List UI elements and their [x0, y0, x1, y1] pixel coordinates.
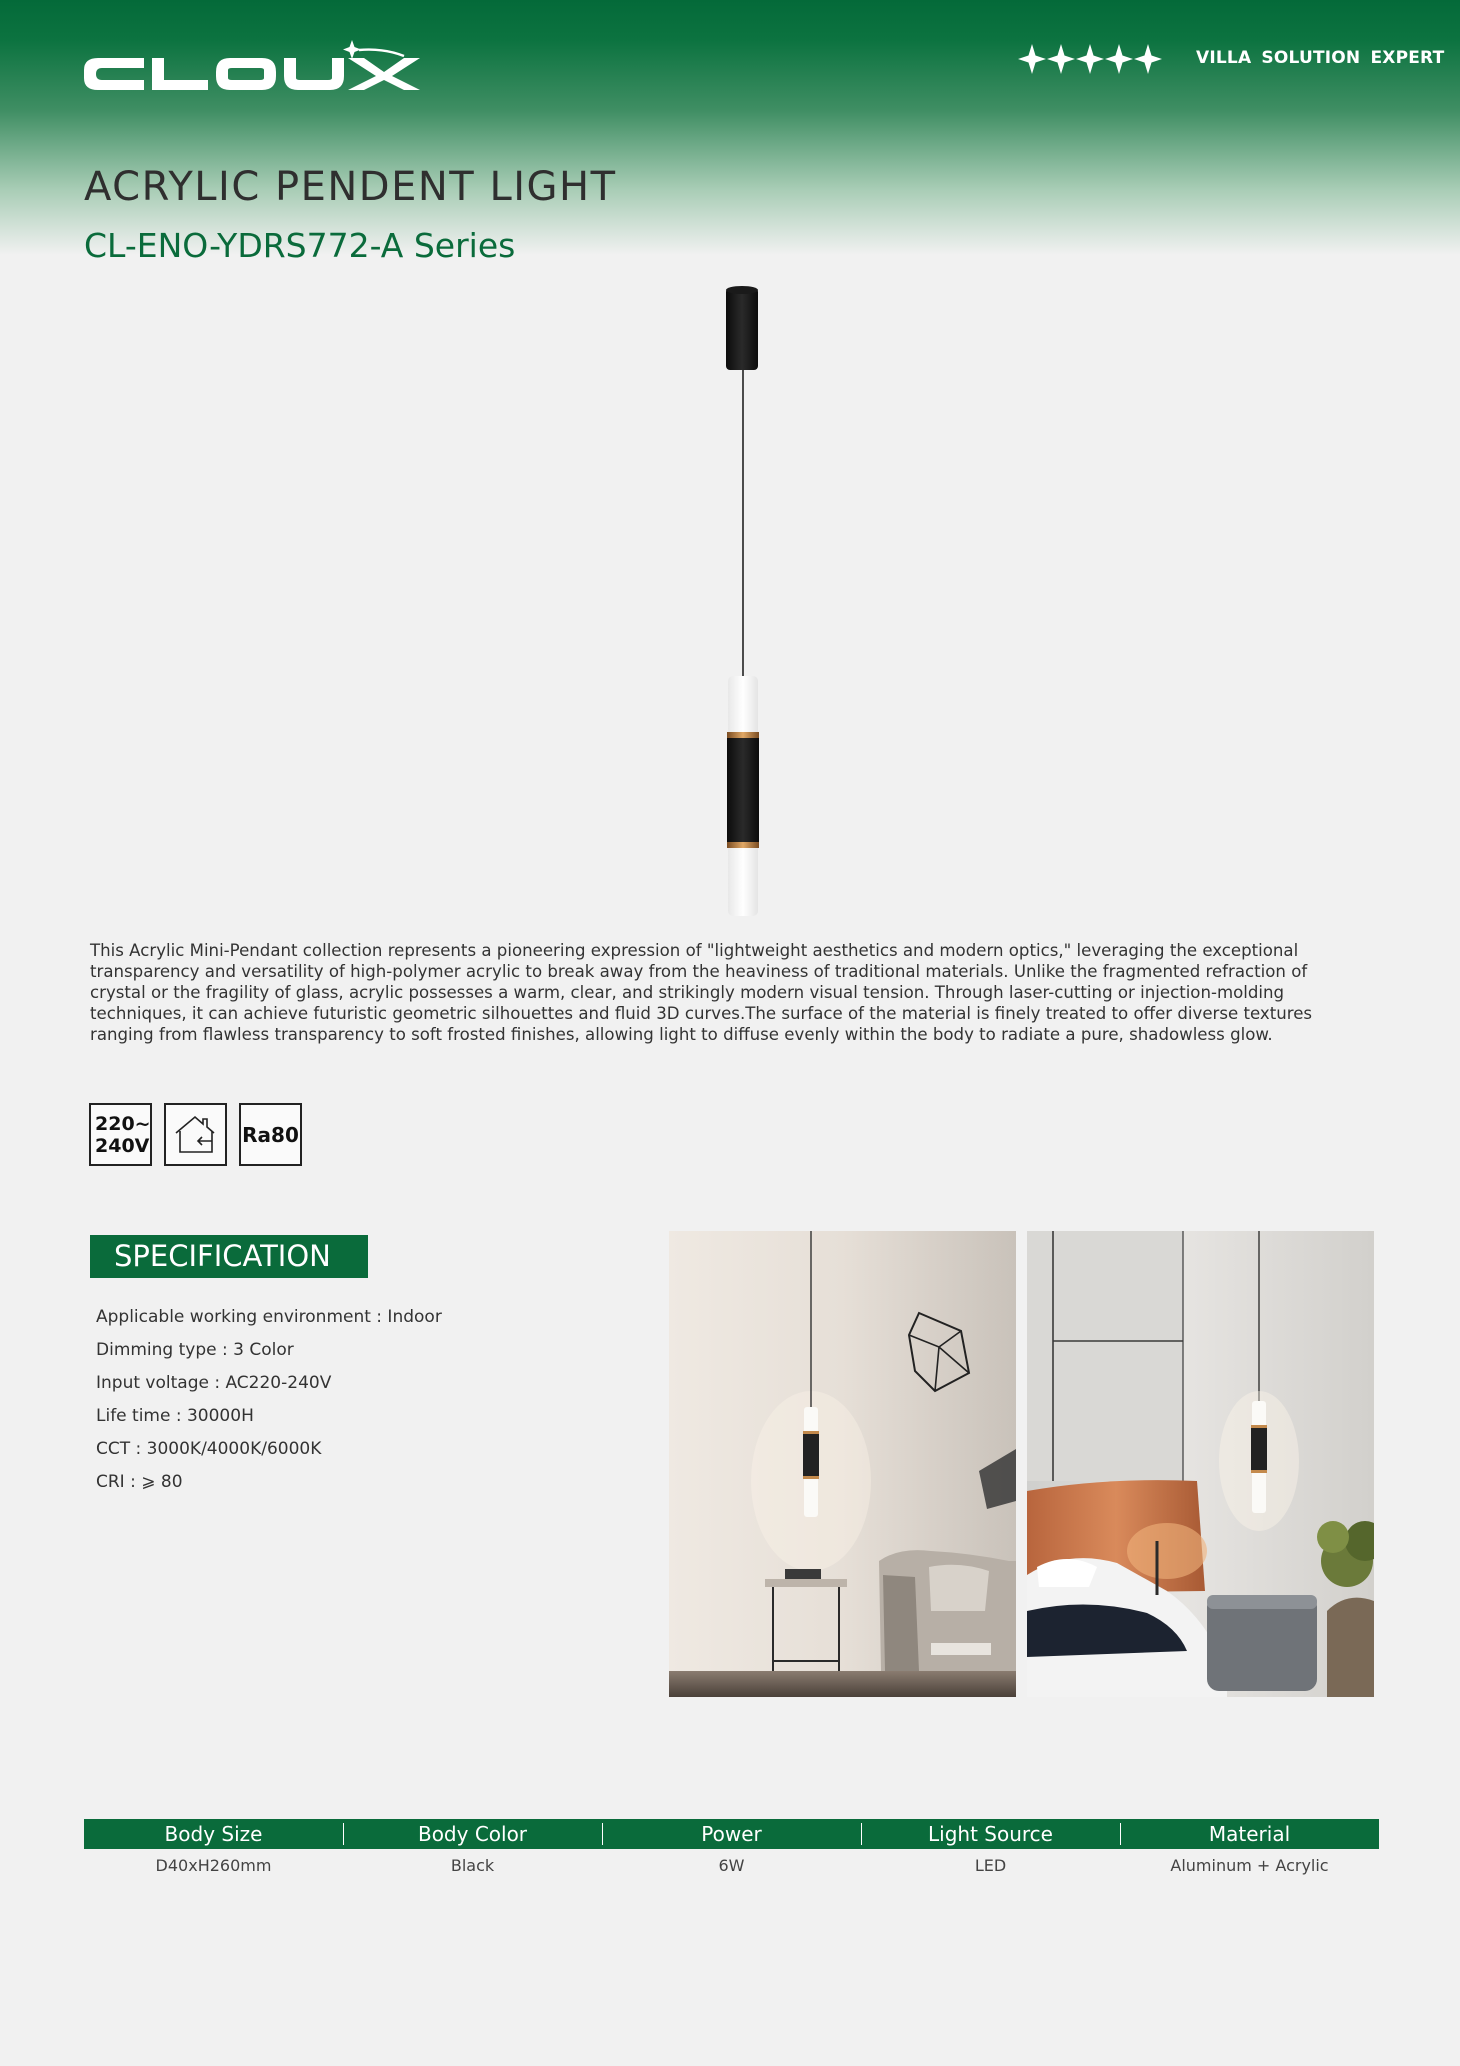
table-row	[84, 1849, 1379, 1883]
cloux-logo	[84, 40, 436, 102]
bedroom-photo	[1027, 1231, 1374, 1697]
product-series: CL-ENO-YDRS772-A Series	[84, 226, 516, 265]
specification-list	[96, 1301, 442, 1499]
tagline: VILLA SOLUTION EXPERT	[1196, 48, 1445, 68]
indoor-house-icon	[164, 1103, 227, 1166]
header-body-color: Body Color	[343, 1819, 602, 1849]
spec-item-voltage: Input voltage : AC220-240V	[96, 1373, 332, 1393]
spec-item-environment: Applicable working environment : Indoor	[96, 1307, 442, 1327]
value-body-size: D40xH260mm	[155, 1856, 272, 1875]
spec-item-cri: CRI : ⩾ 80	[96, 1472, 183, 1492]
cri-badge	[239, 1103, 302, 1166]
value-power: 6W	[718, 1856, 745, 1875]
spec-item-lifetime: Life time : 30000H	[96, 1406, 254, 1426]
spec-table-header	[84, 1819, 1379, 1849]
living-room-photo	[669, 1231, 1016, 1697]
header-material: Material	[1120, 1819, 1379, 1849]
voltage-badge-label: 220~ 240V	[95, 1113, 151, 1157]
voltage-badge	[89, 1103, 152, 1166]
value-body-color: Black	[450, 1856, 495, 1875]
header-body-size: Body Size	[164, 1822, 263, 1846]
spec-table	[84, 1819, 1379, 1883]
header-light-source: Light Source	[861, 1819, 1120, 1849]
value-material: Aluminum + Acrylic	[1170, 1856, 1329, 1875]
product-title: ACRYLIC PENDENT LIGHT	[84, 164, 617, 210]
cri-badge-label: Ra80	[242, 1123, 299, 1147]
value-light-source: LED	[974, 1856, 1007, 1875]
spec-item-dimming: Dimming type : 3 Color	[96, 1340, 294, 1360]
pendant-light-image	[716, 284, 772, 924]
product-description: This Acrylic Mini-Pendant collection represents a pioneering expression of "lightweight aesthetics and modern optics," leveraging the exceptional transparency and versatility of high-polymer acrylic to break away from the heaviness of traditional materials. Unlike the fragmented refraction of crystal or the fragility of glass, acrylic possesses a warm, clear, and strikingly modern visual tension. Through laser-cutting or injection-molding techniques, it can achieve futuristic geometric silhouettes and fluid 3D curves.The surface of the material is finely treated to offer diverse textures ranging from flawless transparency to soft frosted finishes, allowing light to diffuse evenly within the body to radiate a pure, shadowless glow.	[90, 941, 1313, 1044]
header-band	[0, 0, 1460, 260]
five-stars-icon	[1018, 42, 1162, 76]
specification-heading: SPECIFICATION	[90, 1235, 368, 1278]
header-power: Power	[602, 1819, 861, 1849]
spec-item-cct: CCT : 3000K/4000K/6000K	[96, 1439, 322, 1459]
